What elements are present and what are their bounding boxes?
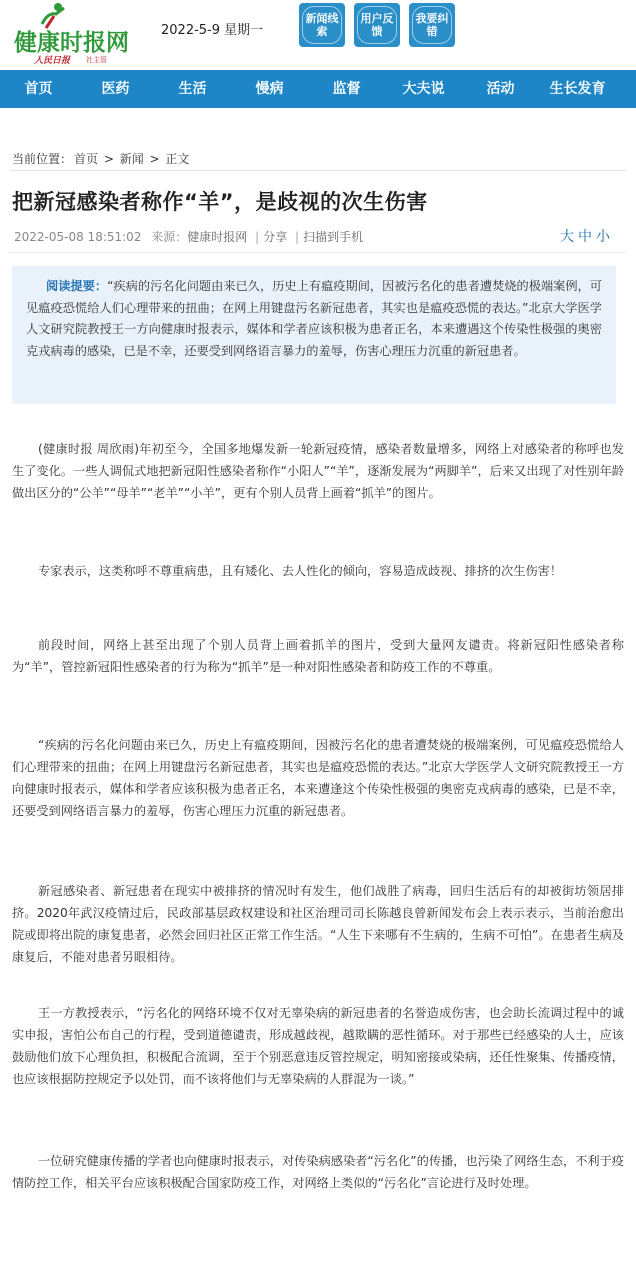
nav-item-medicine[interactable]: 医药 [101, 81, 130, 97]
breadcrumb-news[interactable]: 新闻 [119, 152, 144, 166]
correction-button[interactable] [409, 3, 455, 47]
divider [10, 252, 626, 253]
header-date: 2022-5-9 星期一 [161, 23, 264, 38]
article-paragraph: (健康时报 周欣雨)年初至今，全国多地爆发新一轮新冠疫情，感染者数量增多，网络上对感染者的称呼也发生了变化。一些人调侃式地把新冠阳性感染者称作“小阳人”“羊”，逐渐发展为“两脚羊”，后来又出现了对性别年龄做出区分的“公羊”“母羊”“老羊”“小羊”，更有个别人员背上画着“抓羊”的图片。 [12, 442, 624, 500]
article-paragraph: 一位研究健康传播的学者也向健康时报表示，对传染病感染者“污名化”的传播，也污染了网络生态，不利于疫情防控工作，相关平台应该积极配合国家防疫工作，对网络上类似的“污名化”言论进行及时处理。 [12, 1154, 624, 1190]
logo-text: 健康时报网 [14, 30, 129, 56]
breadcrumb-sep: > [145, 152, 164, 166]
logo-sub-label: 社主管 [86, 56, 107, 64]
breadcrumb-sep: > [100, 152, 118, 166]
nav-item-doctor[interactable]: 大夫说 [402, 81, 445, 97]
logo-sub: 人民日报 [34, 56, 71, 66]
scan-to-phone-link[interactable]: 扫描到手机 [303, 230, 364, 244]
news-tip-icon [302, 6, 342, 44]
font-size-medium[interactable]: 中 [578, 229, 592, 245]
nav-item-chronic[interactable]: 慢病 [255, 81, 284, 97]
article-summary [12, 266, 616, 404]
font-size-small[interactable]: 小 [596, 229, 610, 245]
source-label: 来源： [151, 230, 188, 244]
breadcrumb [12, 150, 191, 167]
nav-item-supervision[interactable]: 监督 [332, 81, 361, 97]
summary-text: “疾病的污名化问题由来已久，历史上有瘟疫期间，因被污名化的患者遭焚烧的极端案例，可见瘟疫恐慌给人们心理带来的扭曲；在网上用键盘污名新冠患者，其实也是瘟疫恐慌的表达。”北京大学医学人文研究院教授王一方向健康时报表示，媒体和学者应该积极为患者正名，本来遭遇这个传染性极强的奥密克戎病毒的感染，已是不幸，还要受到网络语言暴力的羞辱，伤害心理压力沉重的新冠患者。 [26, 279, 602, 358]
breadcrumb-prefix: 当前位置： [12, 152, 73, 166]
article-datetime: 2022-05-08 18:51:02 [14, 230, 142, 244]
nav-item-events[interactable]: 活动 [486, 81, 515, 97]
article-paragraph: 专家表示，这类称呼不尊重病患，且有矮化、去人性化的倾向，容易造成歧视、排挤的次生伤害！ [38, 564, 563, 578]
nav-item-growth[interactable]: 生长发育 [549, 81, 606, 97]
user-feedback-icon [357, 6, 397, 44]
article-meta [14, 228, 363, 245]
summary-label: 阅读提要： [46, 279, 108, 293]
main-nav [0, 70, 636, 108]
nav-item-life[interactable]: 生活 [178, 81, 207, 97]
share-link[interactable]: 分享 [263, 230, 288, 244]
site-logo[interactable] [14, 2, 129, 66]
meta-divider: | [295, 230, 300, 244]
article-title: 把新冠感染者称作“羊”，是歧视的次生伤害 [12, 190, 428, 214]
font-size-control [556, 226, 610, 246]
user-feedback-label: 用户反馈 [360, 12, 394, 38]
site-header [0, 0, 636, 70]
correction-icon [412, 6, 452, 44]
breadcrumb-home[interactable]: 首页 [74, 152, 99, 166]
correction-label: 我要纠错 [415, 12, 449, 38]
news-tip-label: 新闻线索 [305, 12, 339, 38]
article-paragraph: 新冠感染者、新冠患者在现实中被排挤的情况时有发生，他们战胜了病毒，回归生活后有的却被街坊领居排挤。2020年武汉疫情过后，民政部基层政权建设和社区治理司司长陈越良曾新闻发布会上表示表示，当前治愈出院或即将出院的康复患者，必然会回归社区正常工作生活。“人生下来哪有不生病的，生病不可怕”。在患者生病及康复后，不能对患者另眼相待。 [12, 884, 624, 964]
article-paragraph: 前段时间，网络上甚至出现了个别人员背上画着抓羊的图片，受到大量网友谴责。将新冠阳性感染者称为“羊”，管控新冠阳性感染者的行为称为“抓羊”是一种对阳性感染者和防疫工作的不尊重。 [12, 638, 624, 674]
divider [10, 170, 626, 171]
font-size-large[interactable]: 大 [560, 229, 574, 245]
user-feedback-button[interactable] [354, 3, 400, 47]
source-link[interactable]: 健康时报网 [187, 230, 248, 244]
article-paragraph: “疾病的污名化问题由来已久，历史上有瘟疫期间，因被污名化的患者遭焚烧的极端案例，可见瘟疫恐慌给人们心理带来的扭曲；在网上用键盘污名新冠患者，其实也是瘟疫恐慌的表达。”北京大学医学人文研究院教授王一方向健康时报表示，媒体和学者应该积极为患者正名，本来遭逢这个传染性极强的奥密克戎病毒的感染，已是不幸，还要受到网络语言暴力的羞辱，伤害心理压力沉重的新冠患者。 [12, 738, 624, 818]
meta-divider: | [255, 230, 260, 244]
news-tip-button[interactable] [299, 3, 345, 47]
nav-item-home[interactable]: 首页 [24, 81, 53, 97]
breadcrumb-current: 正文 [165, 152, 190, 166]
article-paragraph: 王一方教授表示，“污名化的网络环境不仅对无辜染病的新冠患者的名誉造成伤害，也会助长流调过程中的诚实申报，害怕公布自己的行程，受到道德谴责，形成越歧视，越欺瞒的恶性循环。对于那些已经感染的人士，应该鼓励他们放下心理负担，积极配合流调，至于个别恶意违反管控规定，明知密接或染病，还任性聚集、传播疫情，也应该根据防控规定予以处罚，而不该将他们与无辜染病的人群混为一谈。” [12, 1006, 624, 1086]
